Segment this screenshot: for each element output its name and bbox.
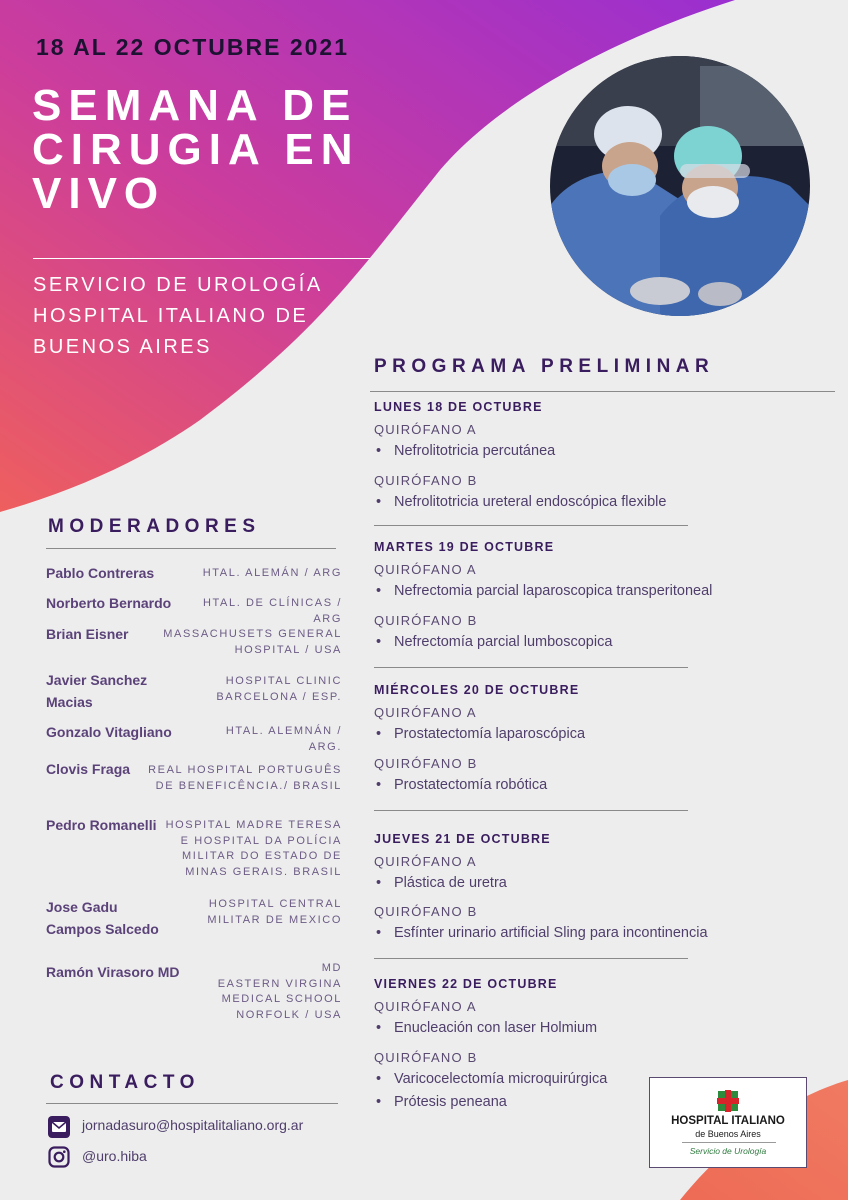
day-heading: MIÉRCOLES 20 DE OCTUBRE [374,683,580,697]
service-name [33,270,373,363]
procedure-item: • Varicocelectomía microquirúrgica [394,1071,607,1087]
moderator-affiliation: HTAL. ALEMNÁN / ARG. [225,725,342,753]
day-heading: LUNES 18 DE OCTUBRE [374,400,543,414]
moderator-name: Norberto Bernardo [46,595,172,611]
procedure-item: • Plástica de uretra [394,875,507,891]
day-divider [374,958,688,959]
day-heading: MARTES 19 DE OCTUBRE [374,540,555,554]
logo-subtitle: de Buenos Aires [695,1129,761,1139]
moderator-name: Gonzalo Vitagliano [46,724,172,740]
service-line-1: SERVICIO DE UROLOGÍA [33,274,323,296]
email-icon [48,1116,70,1138]
room-label: QUIRÓFANO A [374,705,477,720]
logo-name: HOSPITAL ITALIANO [671,1115,785,1127]
procedure-item: • Prótesis peneana [394,1094,507,1110]
service-line-2: HOSPITAL ITALIANO DE [33,305,309,327]
procedure-item: • Nefrectomia parcial laparoscopica transperitoneal [394,583,712,599]
moderator-affiliation: MASSACHUSETS GENERAL HOSPITAL / USA [163,628,342,656]
event-title-line-3: VIVO [32,169,166,218]
moderator-name: Pedro Romanelli [46,817,157,833]
moderator-affiliation: MD EASTERN VIRGINA MEDICAL SCHOOL NORFOLK / USA [217,962,342,1021]
day-heading: JUEVES 21 DE OCTUBRE [374,832,551,846]
moderator-affiliation: HOSPITAL MADRE TERESA E HOSPITAL DA POLÍCIA MILITAR DO ESTADO DE MINAS GERAIS. BRASIL [165,819,342,878]
procedure-item: • Prostatectomía robótica [394,777,547,793]
event-title [32,81,392,218]
room-label: QUIRÓFANO A [374,422,477,437]
contact-instagram[interactable]: @uro.hiba [82,1148,147,1164]
moderator-name: Javier Sanchez Macias [46,672,148,710]
procedure-item: • Enucleación con laser Holmium [394,1020,597,1036]
service-line-3: BUENOS AIRES [33,336,212,358]
room-label: QUIRÓFANO B [374,756,478,771]
moderators-divider [46,548,336,549]
room-label: QUIRÓFANO B [374,473,478,488]
contact-divider [46,1103,338,1104]
procedure-item: • Prostatectomía laparoscópica [394,726,585,742]
program-title: PROGRAMA PRELIMINAR [374,356,715,377]
instagram-icon [48,1146,70,1168]
surgeons-photo [550,56,810,316]
moderator-affiliation: HTAL. ALEMÁN / ARG [202,567,342,579]
moderator-name: Pablo Contreras [46,565,155,581]
hospital-cross-icon [717,1090,739,1112]
room-label: QUIRÓFANO A [374,999,477,1014]
procedure-item: • Nefrolitotricia percutánea [394,443,555,459]
event-title-line-1: SEMANA DE [32,81,358,130]
room-label: QUIRÓFANO B [374,1050,478,1065]
procedure-item: • Nefrectomía parcial lumboscopica [394,634,612,650]
event-date: 18 AL 22 OCTUBRE 2021 [36,34,350,60]
moderator-name: Brian Eisner [46,626,129,642]
moderator-name: Ramón Virasoro MD [46,964,180,980]
logo-divider [682,1142,776,1143]
moderator-affiliation: HTAL. DE CLÍNICAS / ARG [203,597,342,625]
hospital-logo [649,1077,807,1168]
moderators-title: MODERADORES [48,516,261,537]
room-label: QUIRÓFANO A [374,854,477,869]
event-title-line-2: CIRUGIA EN [32,125,360,174]
day-divider [374,525,688,526]
moderator-affiliation: HOSPITAL CENTRAL MILITAR DE MEXICO [207,898,342,926]
procedure-item: • Nefrolitotricia ureteral endoscópica flexible [394,494,666,510]
moderator-name: Clovis Fraga [46,761,131,777]
room-label: QUIRÓFANO A [374,562,477,577]
moderator-affiliation: REAL HOSPITAL PORTUGUÊS DE BENEFICÊNCIA./ BRASIL [148,764,342,792]
room-label: QUIRÓFANO B [374,613,478,628]
day-heading: VIERNES 22 DE OCTUBRE [374,977,558,991]
room-label: QUIRÓFANO B [374,904,478,919]
program-divider [370,391,835,392]
contact-email[interactable]: jornadasuro@hospitalitaliano.org.ar [82,1117,304,1133]
header-divider [33,258,370,259]
day-divider [374,810,688,811]
moderator-affiliation: HOSPITAL CLINIC BARCELONA / ESP. [216,675,342,703]
logo-service: Servicio de Urología [689,1146,767,1156]
moderator-name: Jose Gadu Campos Salcedo [46,899,159,937]
day-divider [374,667,688,668]
contact-title: CONTACTO [50,1072,200,1093]
procedure-item: • Esfínter urinario artificial Sling para incontinencia [394,925,708,941]
